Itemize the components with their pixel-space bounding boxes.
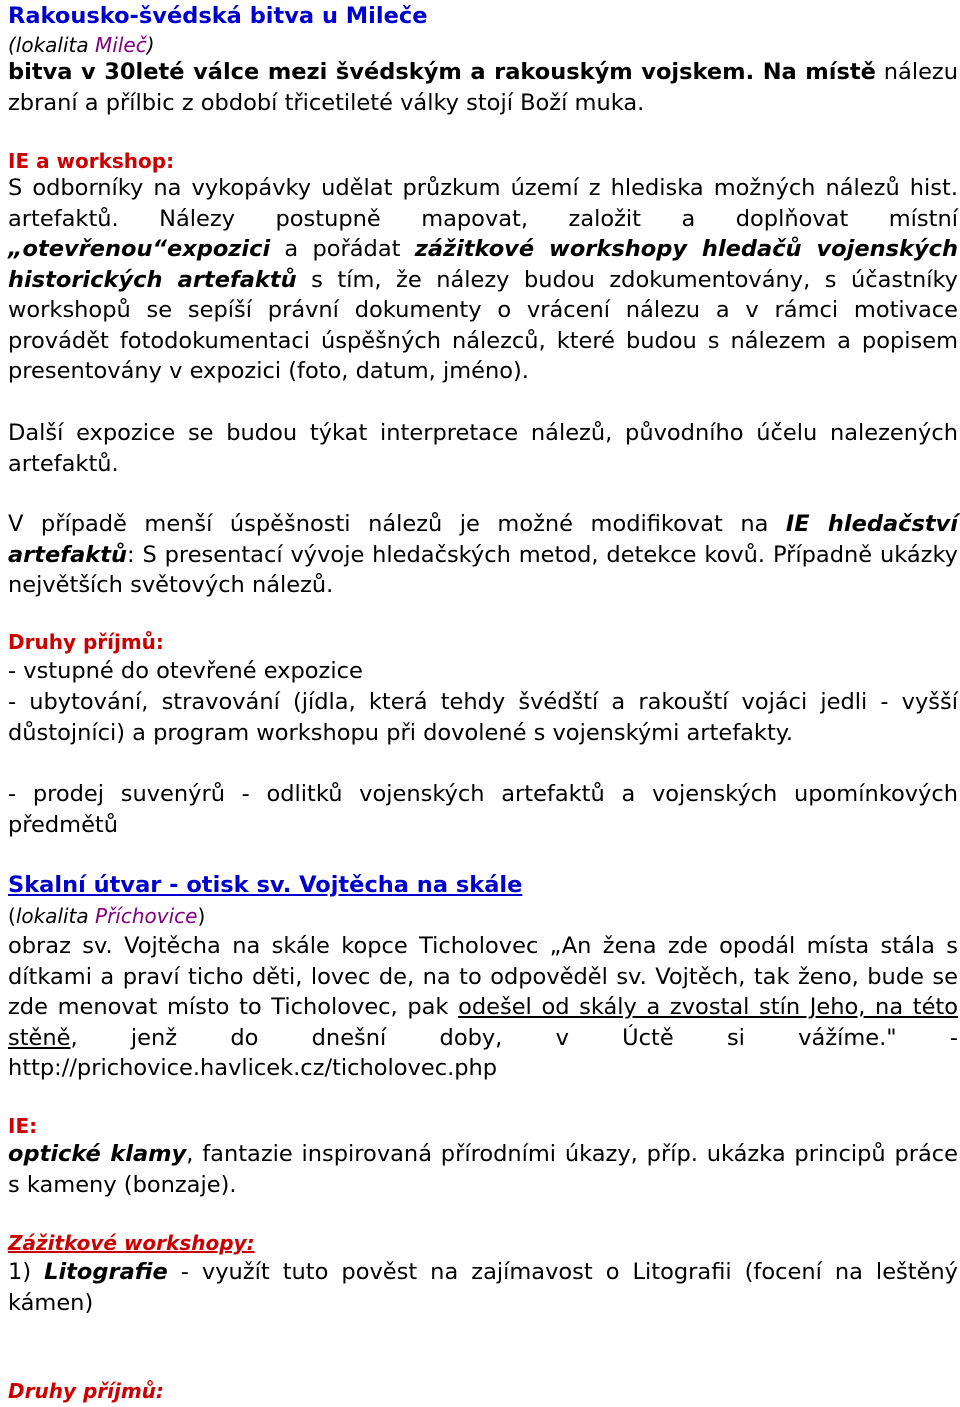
locality-milec: (lokalita Mileč): [8, 33, 155, 57]
locality-name: Příchovice: [95, 904, 198, 928]
income-item-1: - vstupné do otevřené expozice: [8, 658, 363, 684]
locality-prichovice: (lokalita Příchovice): [8, 904, 206, 928]
income-item-2: - ubytování, stravování (jídla, která tehdy švédští a rakouští vojáci jedli - vyšší důstojníci) a program workshopu při dovolené s vojenskými artefakty.: [8, 689, 958, 746]
income-heading: Druhy příjmů:: [8, 630, 164, 654]
income-item-3: - prodej suvenýrů - odlitků vojenských artefaktů a vojenských upomínkových předmětů: [8, 781, 958, 838]
ie-paragraph: optické klamy, fantazie inspirovaná přírodními úkazy, příp. ukázka principů práce s kameny (bonzaje).: [8, 1141, 958, 1198]
alternative-paragraph: V případě menší úspěšnosti nálezů je možné modifikovat na IE hledačství artefaktů: S presentací vývoje hledačských metod, detekce kovů. Případně ukázky největších světových nálezů.: [8, 511, 959, 598]
workshops-heading: Zážitkové workshopy:: [8, 1231, 255, 1255]
income-heading-2: Druhy příjmů:: [8, 1379, 164, 1403]
section-description: bitva v 30leté válce mezi švédským a rakouským vojskem. Na místě nálezu zbraní a přílbic z období třicetileté války stojí Boží muka.: [8, 59, 958, 116]
ie-workshop-heading: IE a workshop:: [8, 149, 175, 173]
vojtech-paragraph: obraz sv. Vojtěcha na skále kopce Ticholovec „An žena zde opodál místa stála s dítkami a praví ticho děti, lovec de, na to odpověděl sv. Vojtěch, tak ženo, bude se zde menovat místo to Ticholovec, pak odešel od skály a zvostal stín Jeho, na této stěně, jenž do dnešní doby, v Úctě si vážíme." - http://prichovice.havlicek.cz/ticholovec.php: [8, 933, 958, 1081]
expo-paragraph: Další expozice se budou týkat interpretace nálezů, původního účelu nalezených artefaktů.: [8, 420, 958, 477]
section-title-milec: Rakousko-švédská bitva u Mileče: [8, 3, 428, 29]
ie-workshop-paragraph: S odborníky na vykopávky udělat průzkum území z hlediska možných nálezů hist. artefaktů. Nálezy postupně mapovat, založit a doplňovat místní „otevřenou“expozici a pořádat zážitkové workshopy hledačů vojenských historických artefaktů s tím, že nálezy budou zdokumentovány, s účastníky workshopů se sepíší právní dokumenty o vrácení nálezu a v rámci motivace provádět fotodokumentaci úspěšných nálezců, které budou s nálezem a popisem presentovány v expozici (foto, datum, jméno).: [8, 175, 958, 384]
ie-heading: IE:: [8, 1114, 38, 1138]
section-title-vojtech: Skalní útvar - otisk sv. Vojtěcha na skále: [8, 872, 523, 898]
workshop-item-1: 1) Litografie - využít tuto pověst na zajímavost o Litografii (focení na leštěný kámen): [8, 1259, 958, 1316]
locality-name: Mileč: [95, 33, 147, 57]
